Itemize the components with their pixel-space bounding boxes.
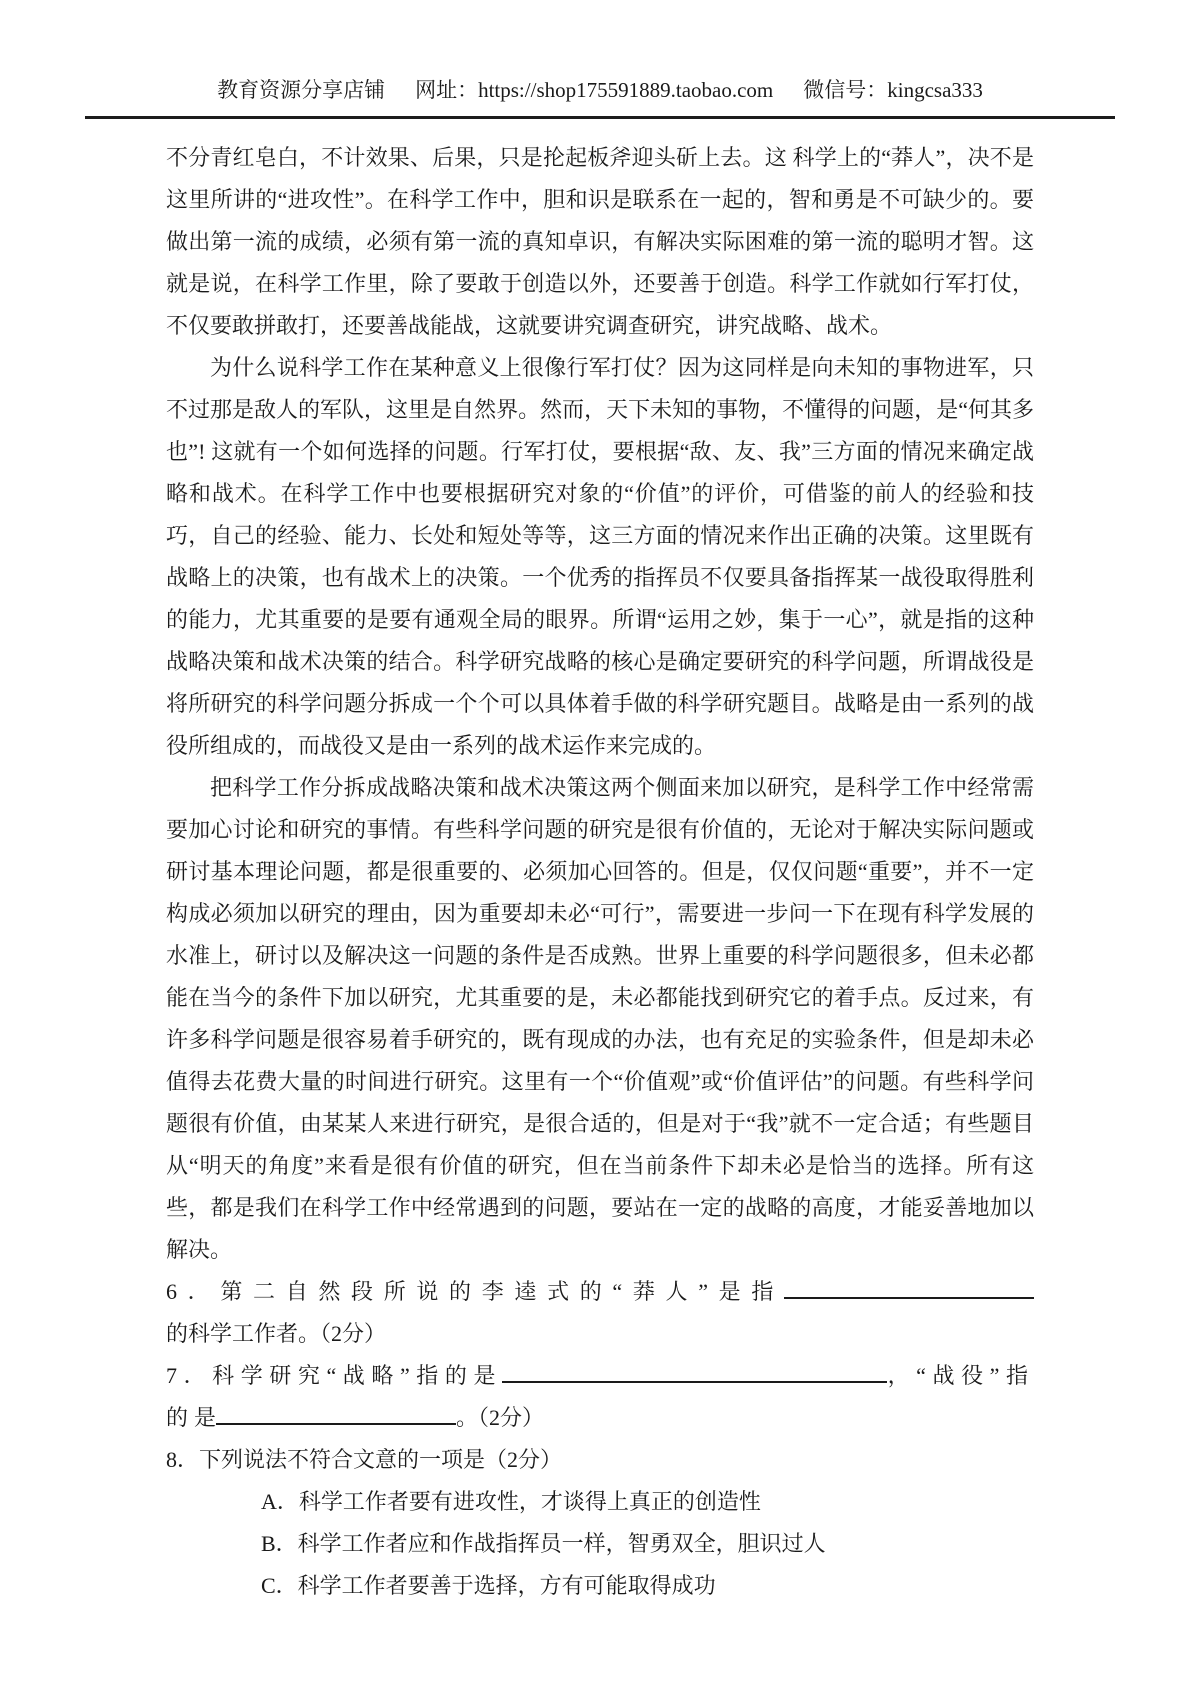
question-6-prefix: 6．第二自然段所说的李逵式的“莽人”是指 <box>166 1279 784 1304</box>
header-store-name: 教育资源分享店铺 <box>217 78 386 102</box>
passage-paragraph-3: 把科学工作分拆成战略决策和战术决策这两个侧面来加以研究，是科学工作中经常需要加心讨论和研究的事情。有些科学问题的研究是很有价值的，无论对于解决实际问题或研讨基本理论问题，都是很重要的、必须加心回答的。但是，仅仅问题“重要”，并不一定构成必须加以研究的理由，因为重要却未必“可行”，需要进一步问一下在现有科学发展的水准上，研讨以及解决这一问题的条件是否成熟。世界上重要的科学问题很多，但未必都能在当今的条件下加以研究，尤其重要的是，未必都能找到研究它的着手点。反过来，有许多科学问题是很容易着手研究的，既有现成的办法，也有充足的实验条件，但是却未必值得去花费大量的时间进行研究。这里有一个“价值观”或“价值评估”的问题。有些科学问题很有价值，由某某人来进行研究，是很合适的，但是对于“我”就不一定合适；有些题目从“明天的角度”来看是很有价值的研究，但在当前条件下却未必是恰当的选择。所有这些，都是我们在科学工作中经常遇到的问题，要站在一定的战略的高度，才能妥善地加以解决。 <box>166 775 1034 1262</box>
question-7-tail <box>194 1405 544 1430</box>
passage-paragraph-2: 为什么说科学工作在某种意义上很像行军打仗？因为这同样是向未知的事物进军，只不过那是敌人的军队，这里是自然界。然而，天下未知的事物，不懂得的问题，是“何其多也”! 这就有一个如何选择的问题。行军打仗，要根据“敌、友、我”三方面的情况来确定战略和战术。在科学工作中也要根据研究对象的“价值”的评价，可借鉴的前人的经验和技巧，自己的经验、能力、长处和短处等等，这三方面的情况来作出正确的决策。这里既有战略上的决策，也有战术上的决策。一个优秀的指挥员不仅要具备指挥某一战役取得胜利的能力，尤其重要的是要有通观全局的眼界。所谓“运用之妙，集于一心”，就是指的这种战略决策和战术决策的结合。科学研究战略的核心是确定要研究的科学问题，所谓战役是将所研究的科学问题分拆成一个个可以具体着手做的科学研究题目。战略是由一系列的战役所组成的，而战役又是由一系列的战术运作来完成的。 <box>166 355 1034 758</box>
question-6-suffix: 的科学工作者。（2分） <box>166 1321 387 1346</box>
question-8-option-b: B．科学工作者应和作战指挥员一样，智勇双全，胆识过人 <box>261 1531 826 1556</box>
question-7-prefix: 7．科学研究“战略”指的是 <box>166 1363 503 1388</box>
question-8-option-a: A．科学工作者要有进攻性，才谈得上真正的创造性 <box>261 1489 761 1514</box>
header-wechat-id: 微信号：kingcsa333 <box>803 78 983 102</box>
passage-and-questions <box>166 137 1034 1607</box>
question-6-blank <box>784 1273 1034 1299</box>
question-7-blank-1 <box>502 1357 887 1383</box>
question-8-stem: 8．下列说法不符合文意的一项是（2分） <box>166 1447 563 1472</box>
question-7-suffix: 。（2分） <box>456 1405 545 1430</box>
passage-paragraph-1: 不分青红皂白，不计效果、后果，只是抡起板斧迎头斫上去。这 科学上的“莽人”，决不是这里所讲的“进攻性”。在科学工作中，胆和识是联系在一起的，智和勇是不可缺少的。要做出第一流的成绩，必须有第一流的真知卓识，有解决实际困难的第一流的聪明才智。这就是说，在科学工作里，除了要敢于创造以外，还要善于创造。科学工作就如行军打仗，不仅要敢拼敢打，还要善战能战，这就要讲究调查研究，讲究战略、战术。 <box>166 145 1034 338</box>
header-site-url: 网址：https://shop175591889.taobao.com <box>415 78 774 102</box>
question-7-blank-2 <box>216 1399 456 1425</box>
header-divider <box>85 116 1115 119</box>
page-header <box>0 0 1200 104</box>
question-7 <box>166 1355 1034 1439</box>
question-7-middle2: 是 <box>194 1405 217 1430</box>
question-6 <box>166 1271 1034 1355</box>
question-8-option-c: C．科学工作者要善于选择，方有可能取得成功 <box>261 1573 716 1598</box>
question-7-middle: ，“战役”指的 <box>166 1363 1034 1430</box>
